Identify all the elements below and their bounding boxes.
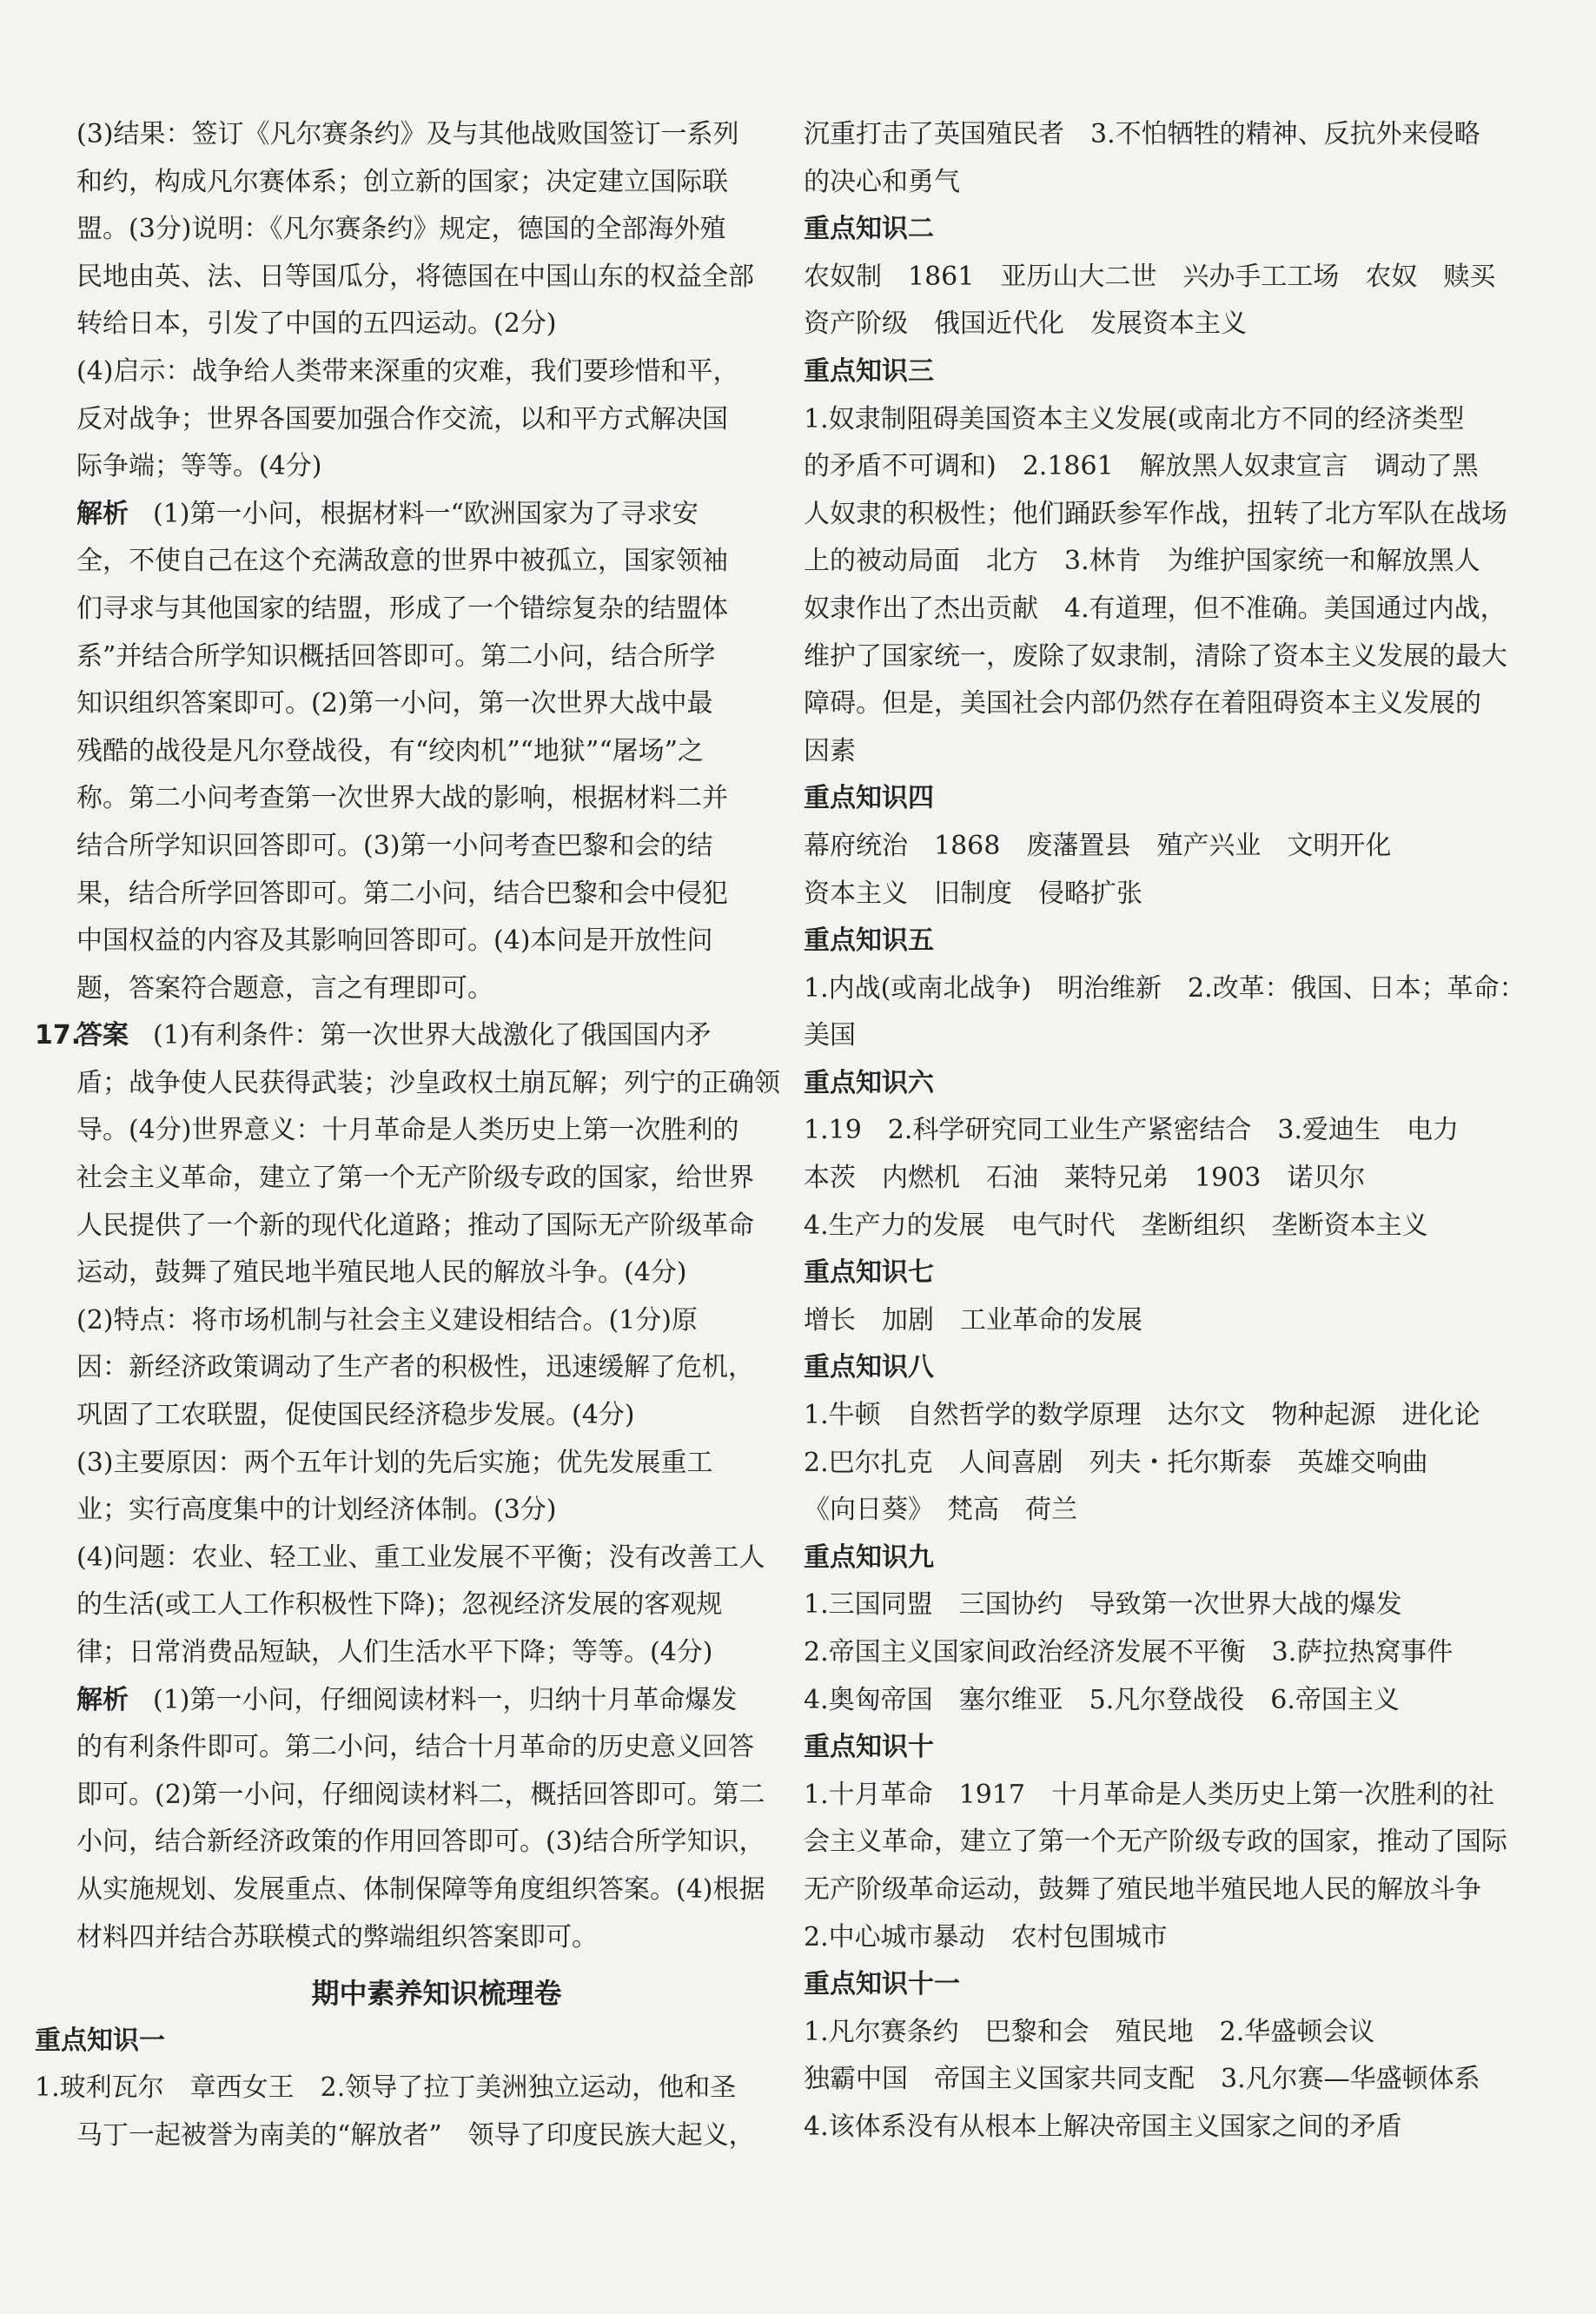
- right-column: [804, 111, 1546, 2152]
- answer-text: (1)第一小问，仔细阅读材料一，归纳十月革命爆发: [153, 1684, 738, 1715]
- answer-text: 残酷的战役是凡尔登战役，有“绞肉机”“地狱”“屠场”之: [76, 735, 705, 766]
- answer-line: [35, 1677, 769, 1725]
- answer-text: (1)第一小问，根据材料一“欧洲国家为了寻求安: [153, 498, 699, 529]
- knowledge-heading: 重点知识十: [804, 1732, 934, 1763]
- answer-text: 社会主义革命，建立了第一个无产阶级专政的国家，给世界: [76, 1163, 754, 1194]
- knowledge-1-line-1: 1.玻利瓦尔 章西女王 2.领导了拉丁美洲独立运动，他和圣: [35, 2072, 737, 2104]
- answer-text: (3)结果：签订《凡尔赛条约》及与其他战败国签订一系列: [76, 119, 739, 149]
- knowledge-line: 1.凡尔赛条约 巴黎和会 殖民地 2.华盛顿会议: [804, 2016, 1375, 2047]
- answer-text: 律；日常消费品短缺，人们生活水平下降；等等。(4分): [76, 1637, 713, 1668]
- knowledge-line: 障碍。但是，美国社会内部仍然存在着阻碍资本主义发展的: [804, 688, 1481, 719]
- answer-text: 人民提供了一个新的现代化道路；推动了国际无产阶级革命: [76, 1210, 754, 1241]
- knowledge-line: 4.该体系没有从根本上解决帝国主义国家之间的矛盾: [804, 2111, 1402, 2142]
- answer-line: [35, 538, 769, 586]
- answer-text: 的有利条件即可。第二小问，结合十月革命的历史意义回答: [76, 1732, 754, 1763]
- answer-text: 称。第二小问考查第一次世界大战的影响，根据材料二并: [76, 783, 728, 814]
- answer-line: [35, 491, 769, 539]
- knowledge-line: 独霸中国 帝国主义国家共同支配 3.凡尔赛—华盛顿体系: [804, 2064, 1480, 2095]
- knowledge-line: 农奴制 1861 亚历山大二世 兴办手工工场 农奴 赎买: [804, 261, 1496, 292]
- answer-line: [35, 1107, 769, 1155]
- knowledge-line: 1.十月革命 1917 十月革命是人类历史上第一次胜利的社: [804, 1779, 1494, 1810]
- answer-line: [35, 1724, 769, 1772]
- knowledge-heading: 重点知识二: [804, 214, 934, 245]
- knowledge-line: 2.中心城市暴动 农村包围城市: [804, 1921, 1168, 1953]
- knowledge-line: 维护了国家统一，废除了奴隶制，清除了资本主义发展的最大: [804, 640, 1507, 672]
- knowledge-line: 资产阶级 俄国近代化 发展资本主义: [804, 308, 1247, 340]
- knowledge-line: 上的被动局面 北方 3.林肯 为维护国家统一和解放黑人: [804, 546, 1480, 577]
- answer-line: [35, 680, 769, 728]
- knowledge-line: 沉重打击了英国殖民者 3.不怕牺牲的精神、反抗外来侵略: [804, 119, 1480, 149]
- answer-line: [35, 396, 769, 444]
- answer-line: [35, 301, 769, 348]
- knowledge-heading: 重点知识五: [804, 925, 934, 957]
- answer-text: 业；实行高度集中的计划经济体制。(3分): [76, 1495, 557, 1526]
- answer-line: [35, 1914, 769, 1962]
- answer-text: 的生活(或工人工作积极性下降)；忽视经济发展的客观规: [76, 1589, 723, 1621]
- answer-text: 因：新经济政策调动了生产者的积极性，迅速缓解了危机，: [76, 1352, 754, 1383]
- answer-text: 民地由英、法、日等国瓜分，将德国在中国山东的权益全部: [76, 261, 754, 292]
- knowledge-line: 4.奥匈帝国 塞尔维亚 5.凡尔登战役 6.帝国主义: [804, 1684, 1400, 1715]
- answer-line: [35, 159, 769, 207]
- answer-label: 答案: [76, 1020, 129, 1051]
- knowledge-line: 会主义革命，建立了第一个无产阶级专政的国家，推动了国际: [804, 1827, 1507, 1858]
- knowledge-line: 1.奴隶制阻碍美国资本主义发展(或南北方不同的经济类型: [804, 403, 1465, 434]
- answer-text: 题，答案符合题意，言之有理即可。: [76, 972, 493, 1004]
- section-title: 期中素养知识梳理卷: [311, 1977, 562, 2011]
- knowledge-line: 奴隶作出了杰出贡献 4.有道理，但不准确。美国通过内战，: [804, 593, 1507, 624]
- answer-line: [35, 775, 769, 823]
- answer-line: [35, 1297, 769, 1345]
- answer-line: [35, 254, 769, 302]
- answer-text: 运动，鼓舞了殖民地半殖民地人民的解放斗争。(4分): [76, 1257, 687, 1289]
- answer-text: 材料四并结合苏联模式的弊端组织答案即可。: [76, 1921, 598, 1953]
- knowledge-line: 资本主义 旧制度 侵略扩张: [804, 878, 1142, 909]
- answer-text: (2)特点：将市场机制与社会主义建设相结合。(1分)原: [76, 1304, 698, 1336]
- knowledge-heading: 重点知识七: [804, 1257, 934, 1289]
- knowledge-heading: 重点知识十一: [804, 1969, 960, 2000]
- knowledge-heading: 重点知识四: [804, 783, 934, 814]
- knowledge-line: 2.帝国主义国家间政治经济发展不平衡 3.萨拉热窝事件: [804, 1637, 1454, 1668]
- right-knowledge-lines: [804, 111, 1546, 2152]
- knowledge-heading: 重点知识八: [804, 1352, 934, 1383]
- knowledge-line: 无产阶级革命运动，鼓舞了殖民地半殖民地人民的解放斗争: [804, 1873, 1481, 1905]
- answer-line: [35, 728, 769, 776]
- answer-text: 结合所学知识回答即可。(3)第一小问考查巴黎和会的结: [76, 830, 713, 861]
- answer-line: [35, 1819, 769, 1866]
- answer-text: 知识组织答案即可。(2)第一小问，第一次世界大战中最: [76, 688, 713, 719]
- knowledge-line: 1.牛顿 自然哲学的数学原理 达尔文 物种起源 进化论: [804, 1400, 1480, 1431]
- knowledge-1-line-2: 马丁一起被誉为南美的“解放者” 领导了印度民族大起义，: [76, 2119, 755, 2151]
- question-number: 17.: [35, 1020, 82, 1051]
- answer-line: [35, 1203, 769, 1250]
- knowledge-line: 《向日葵》 梵高 荷兰: [804, 1495, 1077, 1526]
- answer-text: 们寻求与其他国家的结盟，形成了一个错综复杂的结盟体: [76, 593, 728, 624]
- answer-text: 盾；战争使人民获得武装；沙皇政权土崩瓦解；列宁的正确领: [76, 1067, 780, 1098]
- knowledge-line: 1.三国同盟 三国协约 导致第一次世界大战的爆发: [804, 1589, 1402, 1621]
- answer-line: [35, 871, 769, 918]
- left-column: [35, 111, 780, 2160]
- knowledge-heading: 重点知识六: [804, 1067, 934, 1098]
- answer-text: 系”并结合所学知识概括回答即可。第二小问，结合所学: [76, 640, 716, 672]
- answer-text: 反对战争；世界各国要加强合作交流，以和平方式解决国: [76, 403, 728, 434]
- answer-line: [35, 1344, 769, 1392]
- answer-line: [35, 1440, 769, 1488]
- knowledge-heading: 重点知识三: [804, 355, 934, 387]
- answer-line: [35, 633, 769, 681]
- knowledge-line: 1.内战(或南北战争) 明治维新 2.改革：俄国、日本；革命：: [804, 972, 1526, 1004]
- knowledge-line: 美国: [804, 1020, 856, 1051]
- answer-line: [35, 965, 769, 1013]
- answer-line: [35, 443, 769, 491]
- knowledge-line: 因素: [804, 735, 856, 766]
- knowledge-line: 1.19 2.科学研究同工业生产紧密结合 3.爱迪生 电力: [804, 1115, 1460, 1146]
- answer-line: [35, 1772, 769, 1820]
- answer-text: 导。(4分)世界意义：十月革命是人类历史上第一次胜利的: [76, 1115, 739, 1146]
- answer-line: [35, 1392, 769, 1440]
- answer-label: 解析: [76, 498, 129, 529]
- answer-line: [35, 1155, 769, 1203]
- answer-line: [35, 206, 769, 254]
- answer-text: 巩固了工农联盟，促使国民经济稳步发展。(4分): [76, 1400, 635, 1431]
- knowledge-line: 的矛盾不可调和) 2.1861 解放黑人奴隶宣言 调动了黑: [804, 451, 1479, 482]
- knowledge-line: 4.生产力的发展 电气时代 垄断组织 垄断资本主义: [804, 1210, 1428, 1241]
- answer-text: 全，不使自己在这个充满敌意的世界中被孤立，国家领袖: [76, 546, 728, 577]
- knowledge-line: 的决心和勇气: [804, 166, 960, 197]
- knowledge-line: 增长 加剧 工业革命的发展: [804, 1304, 1142, 1336]
- answer-label: 解析: [76, 1684, 129, 1715]
- answer-text: 即可。(2)第一小问，仔细阅读材料二，概括回答即可。第二: [76, 1779, 765, 1810]
- answer-line: [35, 1487, 769, 1535]
- answer-line: [35, 823, 769, 871]
- knowledge-line: 幕府统治 1868 废藩置县 殖产兴业 文明开化: [804, 830, 1392, 861]
- knowledge-line: 本茨 内燃机 石油 莱特兄弟 1903 诺贝尔: [804, 1163, 1366, 1194]
- answer-text: 和约，构成凡尔赛体系；创立新的国家；决定建立国际联: [76, 166, 728, 197]
- knowledge-heading: 重点知识九: [804, 1542, 934, 1573]
- knowledge-line: 人奴隶的积极性；他们踊跃参军作战，扭转了北方军队在战场: [804, 498, 1507, 529]
- answer-line: [35, 1060, 780, 1108]
- answer-line: [35, 1250, 769, 1297]
- answer-text: 小问，结合新经济政策的作用回答即可。(3)结合所学知识，: [76, 1827, 765, 1858]
- answer-text: 从实施规划、发展重点、体制保障等角度组织答案。(4)根据: [76, 1873, 765, 1905]
- answer-line: [35, 1581, 769, 1629]
- answer-text: 际争端；等等。(4分): [76, 451, 322, 482]
- knowledge-heading-1: 重点知识一: [35, 2025, 165, 2056]
- answer-text: 转给日本，引发了中国的五四运动。(2分): [76, 308, 557, 340]
- answer-line: [35, 348, 769, 396]
- knowledge-line: 2.巴尔扎克 人间喜剧 列夫・托尔斯泰 英雄交响曲: [804, 1447, 1428, 1478]
- answer-text: (4)问题：农业、轻工业、重工业发展不平衡；没有改善工人: [76, 1542, 765, 1573]
- answer-text: (3)主要原因：两个五年计划的先后实施；优先发展重工: [76, 1447, 713, 1478]
- answer-line: [35, 918, 769, 965]
- answer-text: (4)启示：战争给人类带来深重的灾难，我们要珍惜和平，: [76, 355, 739, 387]
- answer-line: [35, 1535, 769, 1582]
- answer-line: [35, 1012, 769, 1060]
- answer-text: 盟。(3分)说明：《凡尔赛条约》规定，德国的全部海外殖: [76, 214, 726, 245]
- answer-line: [35, 586, 769, 633]
- answer-line: [35, 1629, 769, 1677]
- answer-line: [35, 111, 769, 159]
- left-answer-lines: [35, 111, 780, 1961]
- answer-text: (1)有利条件：第一次世界大战激化了俄国国内矛: [153, 1020, 712, 1051]
- answer-text: 果，结合所学回答即可。第二小问，结合巴黎和会中侵犯: [76, 878, 728, 909]
- answer-text: 中国权益的内容及其影响回答即可。(4)本问是开放性问: [76, 925, 713, 957]
- answer-line: [35, 1866, 769, 1914]
